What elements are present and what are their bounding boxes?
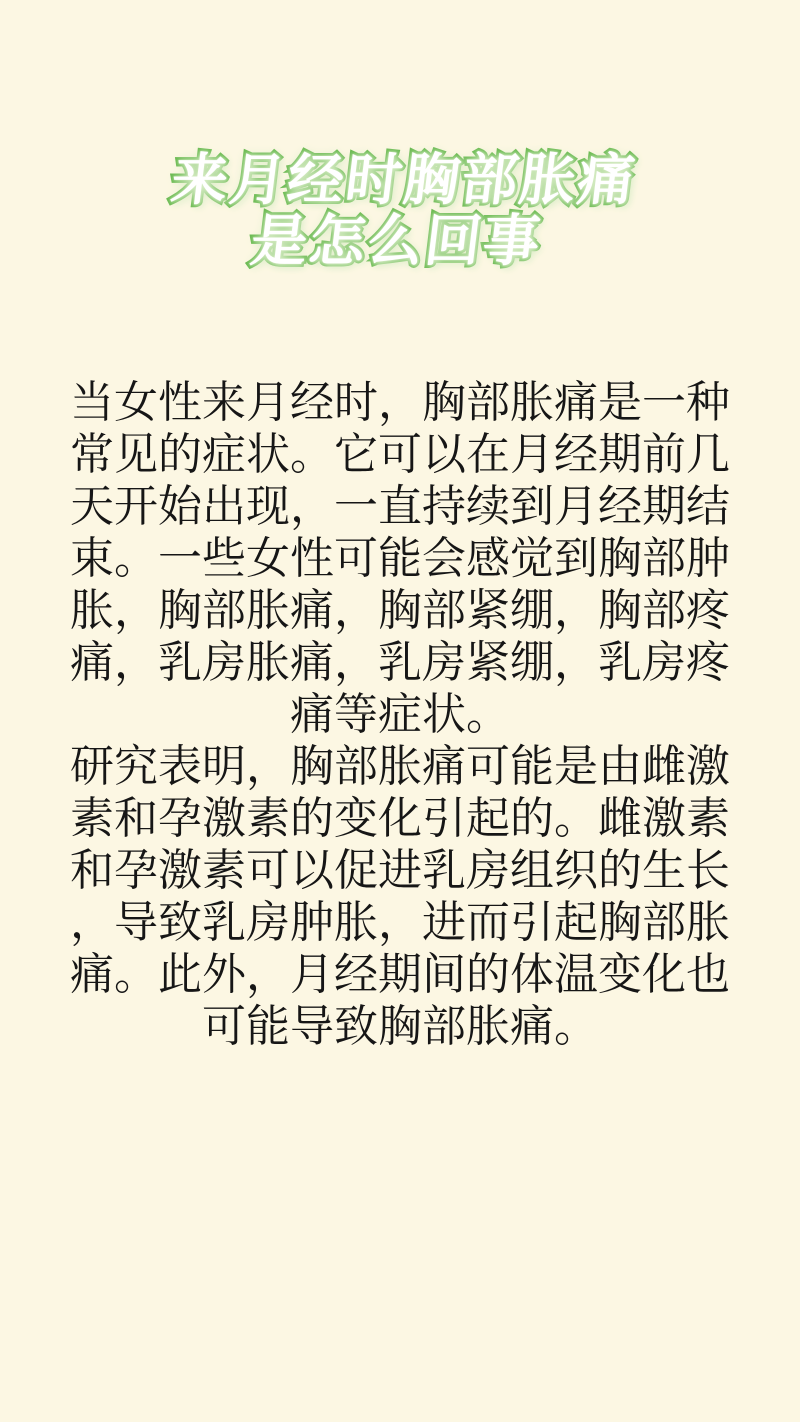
text-line: 束。一些女性可能会感觉到胸部肿 [70,533,730,584]
text-line: 可能导致胸部胀痛。 [202,1001,598,1052]
text-line: 痛等症状。 [290,689,510,740]
text-line: 痛，乳房胀痛，乳房紧绷，乳房疼 [70,637,730,688]
text-line: 当女性来月经时，胸部胀痛是一种 [70,377,730,428]
text-line: 天开始出现，一直持续到月经期结 [70,481,730,532]
text-line: 和孕激素可以促进乳房组织的生长 [70,845,730,896]
article-text [40,377,760,1053]
text-line: 研究表明，胸部胀痛可能是由雌激 [70,741,730,792]
text-line: 胀，胸部胀痛，胸部紧绷，胸部疼 [70,585,730,636]
page-title [0,150,800,272]
paragraph-2 [40,741,760,1053]
text-line: 常见的症状。它可以在月经期前几 [70,429,730,480]
text-line: 痛。此外，月经期间的体温变化也 [70,949,730,1000]
title-line-2: 是怎么回事 [247,209,546,274]
text-line: ，导致乳房肿胀，进而引起胸部胀 [70,897,730,948]
title-line-1: 来月经时胸部胀痛 [167,148,640,213]
text-line: 素和孕激素的变化引起的。雌激素 [70,793,730,844]
paragraph-1 [40,377,760,741]
